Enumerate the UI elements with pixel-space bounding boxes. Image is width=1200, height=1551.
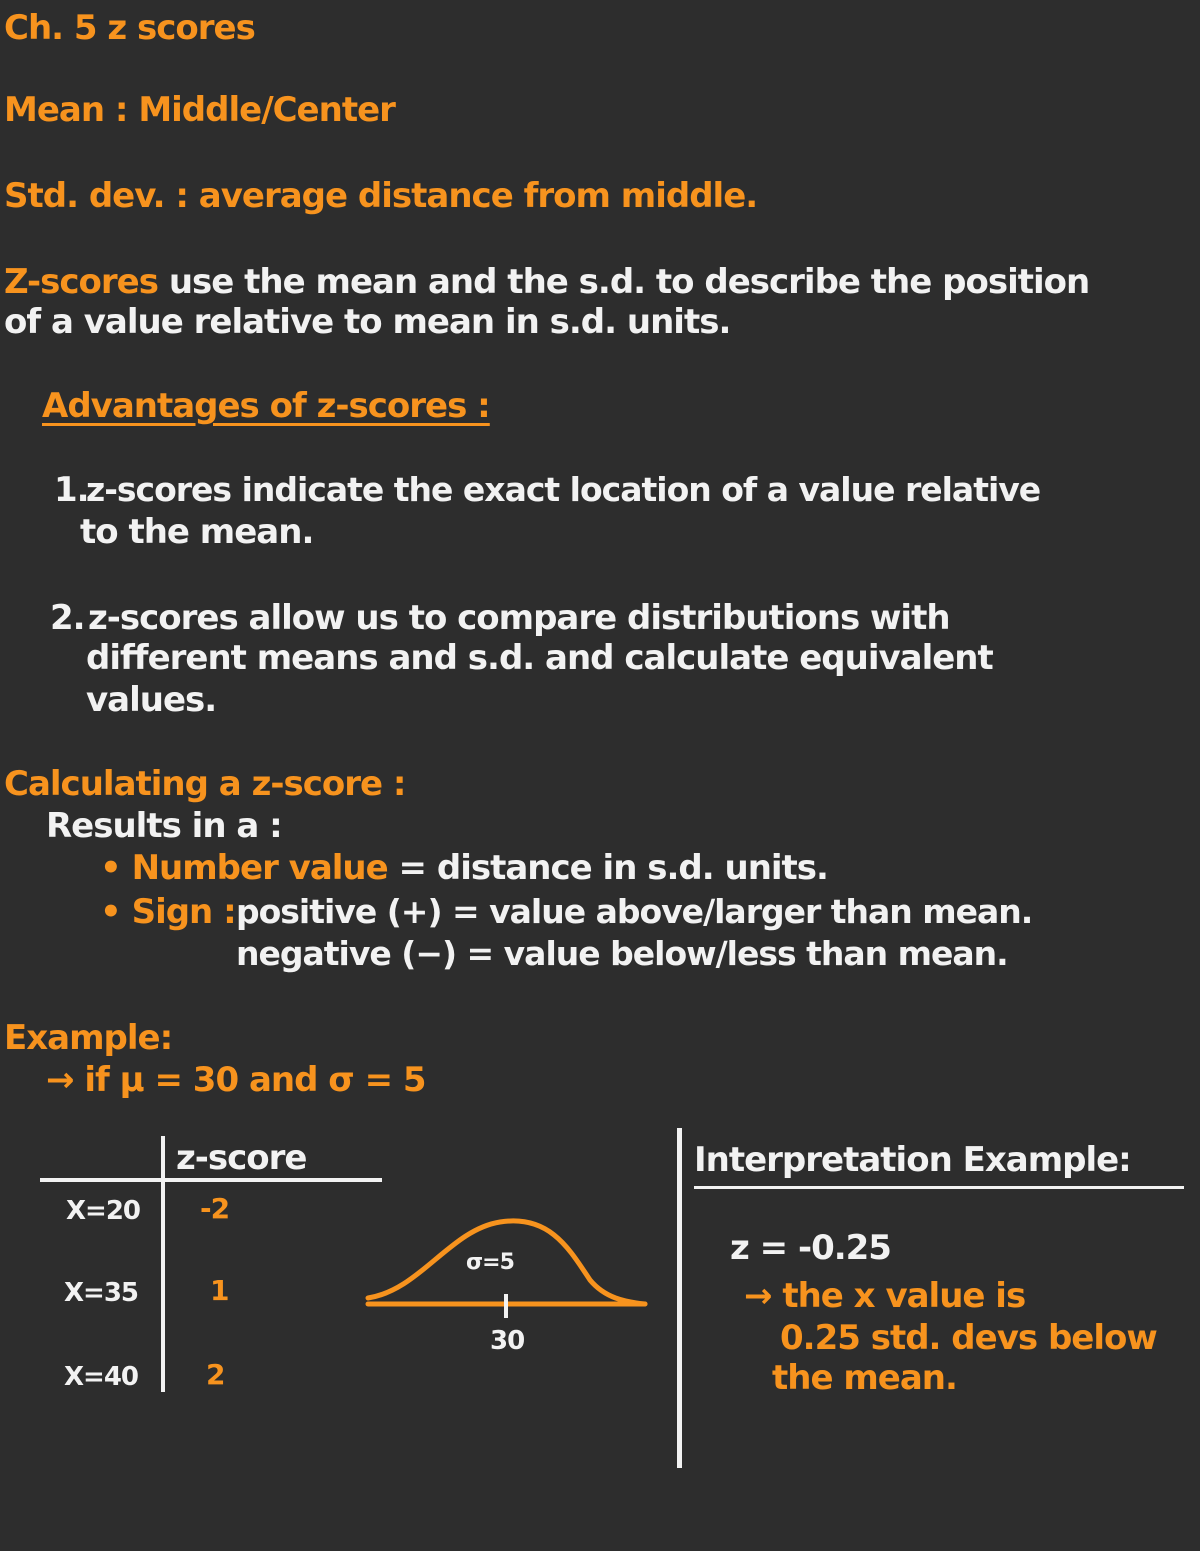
interpretation-divider <box>677 1128 682 1468</box>
interpretation-line3: the mean. <box>772 1358 957 1398</box>
bullet-number-value: • Number value = distance in s.d. units. <box>100 848 828 888</box>
page-title: Ch. 5 z scores <box>4 8 255 48</box>
interpretation-line1: → the x value is <box>744 1276 1026 1316</box>
advantage-1-number: 1. <box>54 470 89 510</box>
bullet-sign: • Sign : <box>100 892 236 932</box>
results-in-label: Results in a : <box>46 806 282 846</box>
number-value-label: Number value <box>131 848 388 888</box>
advantages-heading: Advantages of z-scores : <box>42 386 490 426</box>
sign-negative: negative (−) = value below/less than mean. <box>236 934 1008 973</box>
zscores-intro-line2: of a value relative to mean in s.d. units. <box>4 302 731 342</box>
example-heading: Example: <box>4 1018 173 1058</box>
zscores-term: Z-scores <box>4 262 158 302</box>
advantage-2-line2: different means and s.d. and calculate equivalent <box>86 638 993 678</box>
example-given: → if μ = 30 and σ = 5 <box>46 1060 426 1100</box>
stddev-definition: Std. dev. : average distance from middle. <box>4 176 758 216</box>
calculating-heading: Calculating a z-score : <box>4 764 406 804</box>
interpretation-heading-underline <box>694 1186 1184 1189</box>
advantage-2-line1: z-scores allow us to compare distributions with <box>88 598 950 638</box>
mean-definition: Mean : Middle/Center <box>4 90 395 130</box>
advantage-1-line2: to the mean. <box>80 512 314 552</box>
zscores-intro-text: use the mean and the s.d. to describe the position <box>157 262 1090 302</box>
advantage-1-line1: z-scores indicate the exact location of a value relative <box>86 470 1041 509</box>
table-row-x: X=35 <box>64 1278 139 1308</box>
advantage-2-number: 2. <box>50 598 85 638</box>
table-row-x: X=40 <box>64 1362 139 1392</box>
table-row-z: 2 <box>206 1358 225 1391</box>
sign-label: Sign : <box>131 892 236 932</box>
curve-sigma-label: σ=5 <box>466 1250 514 1275</box>
curve-mean-label: 30 <box>490 1326 525 1356</box>
table-header-zscore: z-score <box>176 1138 307 1178</box>
table-row-z: 1 <box>210 1274 229 1307</box>
sign-positive: positive (+) = value above/larger than mean. <box>236 892 1033 931</box>
table-row-z: -2 <box>200 1192 230 1225</box>
number-value-text: = distance in s.d. units. <box>387 848 828 888</box>
interpretation-heading: Interpretation Example: <box>694 1140 1131 1180</box>
interpretation-z: z = -0.25 <box>730 1228 891 1268</box>
table-row-x: X=20 <box>66 1196 141 1226</box>
advantage-2-line3: values. <box>86 680 217 720</box>
interpretation-line2: 0.25 std. devs below <box>780 1318 1157 1358</box>
